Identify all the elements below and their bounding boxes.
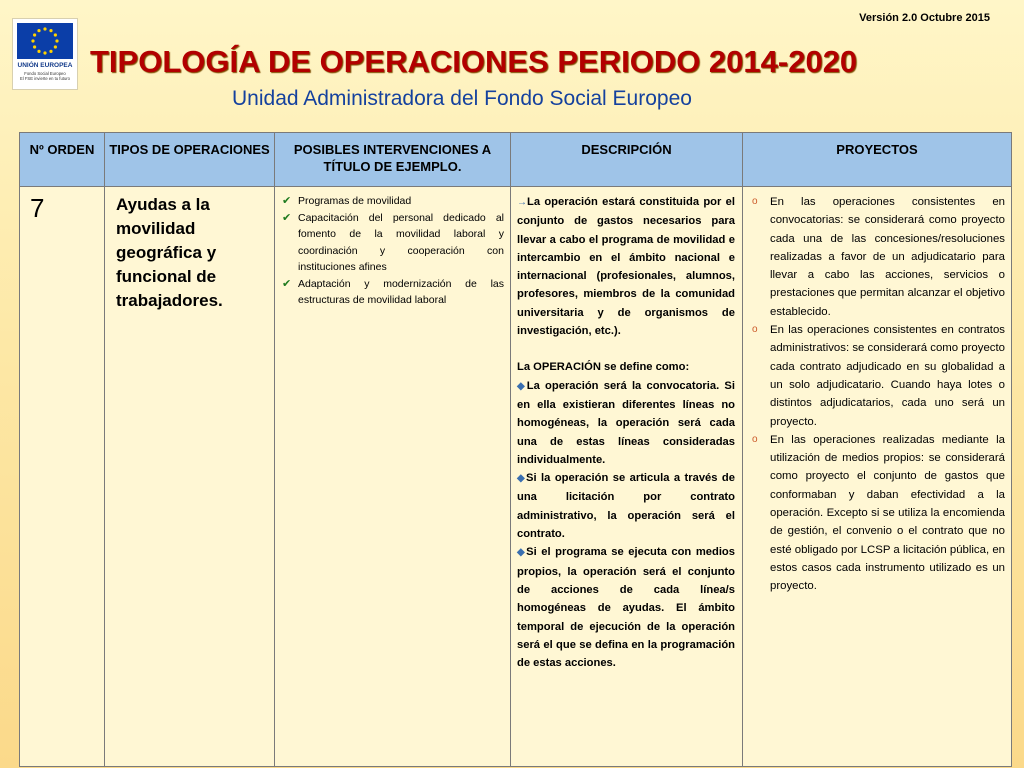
description-item-text: La operación será la convocatoria. Si en ella existieran diferentes líneas no homogéneas, la operación será cada una de estas líneas consideradas individualmente.	[517, 379, 735, 466]
projects-list	[749, 193, 1005, 596]
cell-description	[511, 187, 743, 767]
list-item	[749, 321, 1005, 431]
intervention-text: Capacitación del personal dedicado al fomento de la movilidad laboral y coordinación y cooperación con instituciones afines	[298, 211, 504, 273]
star-icon	[37, 50, 40, 53]
diamond-bullet-icon: ◆	[517, 547, 527, 559]
description-item	[517, 377, 735, 469]
cell-interventions	[275, 187, 511, 767]
logo-subtitle	[13, 71, 77, 81]
list-item	[281, 276, 504, 309]
logo-line-1: Fondo Social Europeo	[24, 71, 66, 76]
version-label: Versión 2.0 Octubre 2015	[859, 12, 990, 24]
star-icon	[54, 33, 57, 36]
header-orden: Nº ORDEN	[20, 133, 105, 187]
star-icon	[33, 33, 36, 36]
description-item	[517, 543, 735, 672]
list-item	[749, 193, 1005, 321]
interventions-list	[281, 193, 504, 309]
header-descripcion: DESCRIPCIÓN	[511, 133, 743, 187]
star-icon	[31, 39, 34, 42]
arrow-right-icon: →	[517, 197, 527, 208]
diamond-bullet-icon: ◆	[517, 473, 527, 485]
header-proyectos: PROYECTOS	[743, 133, 1012, 187]
star-icon	[49, 50, 52, 53]
project-text: En las operaciones consistentes en contratos administrativos: se considerará como proyecto cada contrato adjudicado en su globalidad a un solo adjudicatario. Cuando haya lotes o distintos adjudicatarios, cada uno será un proyecto.	[770, 324, 1005, 428]
eu-flag-icon	[17, 23, 73, 59]
operations-table	[19, 132, 1012, 767]
logo-title: UNIÓN EUROPEA	[17, 62, 73, 69]
circle-bullet-icon: o	[752, 433, 758, 445]
circle-bullet-icon: o	[752, 196, 758, 207]
list-item	[281, 210, 504, 276]
star-icon	[37, 29, 40, 32]
description-item-text: Si la operación se articula a través de una licitación por contrato administrativo, la operación será el contrato.	[517, 472, 735, 541]
circle-bullet-icon: o	[752, 324, 758, 336]
intervention-text: Programas de movilidad	[298, 195, 412, 207]
definition-label: La OPERACIÓN se define como:	[517, 361, 690, 374]
page-title: TIPOLOGÍA DE OPERACIONES PERIODO 2014-2020	[90, 44, 858, 79]
description-item	[517, 469, 735, 543]
list-item	[749, 431, 1005, 596]
operation-type: Ayudas a la movilidad geográfica y funcional de trabajadores.	[116, 195, 223, 310]
eu-logo	[12, 18, 78, 90]
star-icon	[43, 51, 46, 54]
project-text: En las operaciones consistentes en convocatorias: se considerará como proyecto cada una de las concesiones/resoluciones realizadas a favor de un adjudicatario para llevar a cabo las acciones, servicios o prestaciones que permitan alcanzar el objetivo establecido.	[770, 196, 1005, 318]
table-header-row	[20, 133, 1012, 187]
description-intro: La operación estará constituida por el conjunto de gastos necesarios para llevar a cabo el programa de movilidad e intercambio en el ámbito nacional e internacional (profesionales, alumnos, profesores, miembros de la comunidad universitaria y de organismos de investigación, etc.).	[517, 196, 735, 338]
star-icon	[49, 29, 52, 32]
diamond-bullet-icon: ◆	[517, 380, 527, 392]
star-icon	[54, 45, 57, 48]
page-subtitle: Unidad Administradora del Fondo Social Europeo	[232, 87, 692, 110]
checkmark-icon: ✔	[282, 211, 292, 224]
cell-number	[20, 187, 105, 767]
description-intro-paragraph	[517, 193, 735, 340]
header-tipos: TIPOS DE OPERACIONES	[105, 133, 275, 187]
order-number: 7	[30, 193, 45, 223]
star-icon	[33, 45, 36, 48]
star-icon	[43, 27, 46, 30]
project-text: En las operaciones realizadas mediante la utilización de medios propios: se considerará como proyecto el conjunto de gastos que conformaban y daban efectividad a la operación. Excepto si se utiliza la encomienda de gestión, el convenio o el contrato que no esté obligado por LCSP a licitación pública, en estos casos cada instrumento utilizado es un proyecto.	[770, 433, 1005, 593]
star-icon	[55, 39, 58, 42]
table-row	[20, 187, 1012, 767]
cell-type	[105, 187, 275, 767]
header-intervenciones: POSIBLES INTERVENCIONES A TÍTULO DE EJEMPLO.	[275, 133, 511, 187]
logo-line-2: El FSE invierte en tu futuro	[19, 76, 71, 81]
list-item	[281, 193, 504, 210]
eu-stars-icon	[17, 23, 73, 59]
checkmark-icon: ✔	[282, 277, 292, 290]
description-block	[517, 193, 736, 672]
description-item-text: Si el programa se ejecuta con medios propios, la operación será el conjunto de acciones de cada línea/s homogéneas de ayudas. El ámbito temporal de ejecución de la operación será el que se defina en la programación de estas acciones.	[517, 546, 735, 670]
cell-projects	[743, 187, 1012, 767]
intervention-text: Adaptación y modernización de las estructuras de movilidad laboral	[298, 277, 504, 306]
checkmark-icon: ✔	[282, 195, 292, 207]
